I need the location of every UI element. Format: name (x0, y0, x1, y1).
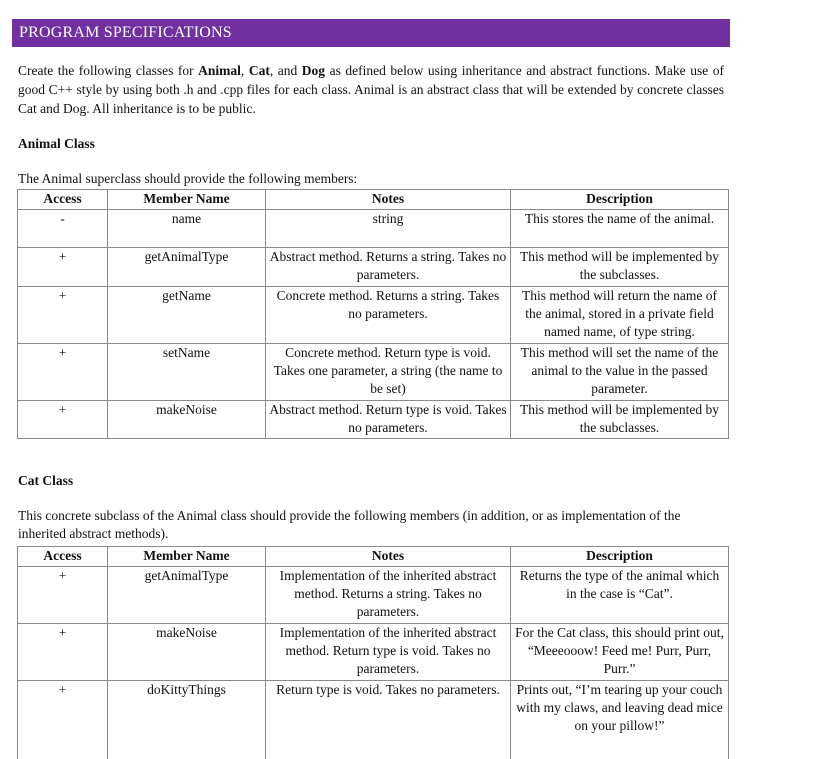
cell-notes: Return type is void. Takes no parameters. (266, 681, 511, 759)
cell-description: This method will set the name of the animal to the value in the passed parameter. (511, 344, 729, 401)
cell-notes: string (266, 210, 511, 248)
cell-access: + (18, 401, 108, 439)
table-row (18, 681, 729, 759)
cell-notes: Concrete method. Returns a string. Takes no parameters. (266, 287, 511, 344)
cell-notes: Concrete method. Return type is void. Takes one parameter, a string (the name to be set) (266, 344, 511, 401)
animal-members-table (17, 189, 729, 439)
table-row (18, 287, 729, 344)
table-row (18, 401, 729, 439)
table-row (18, 567, 729, 624)
header-member-name: Member Name (108, 547, 266, 567)
section-banner: PROGRAM SPECIFICATIONS (12, 19, 730, 47)
table-row (18, 624, 729, 681)
class-dog-bold: Dog (301, 63, 326, 78)
cell-notes: Implementation of the inherited abstract method. Return type is void. Takes no parameters. (266, 624, 511, 681)
cell-member-name: setName (108, 344, 266, 401)
cell-member-name: getAnimalType (108, 248, 266, 287)
cell-member-name: getAnimalType (108, 567, 266, 624)
header-access: Access (18, 190, 108, 210)
header-notes: Notes (266, 190, 511, 210)
table-row (18, 344, 729, 401)
cat-members-table (17, 546, 729, 759)
cell-description: Prints out, “I’m tearing up your couch with my claws, and leaving dead mice on your pillow!” (511, 681, 729, 759)
cell-notes: Abstract method. Return type is void. Takes no parameters. (266, 401, 511, 439)
intro-paragraph: Create the following classes for Animal, Cat, and Dog as defined below using inheritance and abstract functions. Make use of good C++ style by using both .h and .cpp files for each class. Animal is an abstract class that will be extended by concrete classes Cat and Dog. All inheritance is to be public. (18, 63, 724, 116)
cat-class-description: This concrete subclass of the Animal class should provide the following members (in addition, or as implementation of the inherited abstract methods). (18, 508, 681, 541)
cell-description: Returns the type of the animal which in the case is “Cat”. (511, 567, 729, 624)
table-row (18, 248, 729, 287)
class-cat-bold: Cat (248, 63, 270, 78)
cell-description: This stores the name of the animal. (511, 210, 729, 248)
cell-member-name: doKittyThings (108, 681, 266, 759)
table-header-row (18, 547, 729, 567)
cell-access: + (18, 287, 108, 344)
cell-description: This method will be implemented by the subclasses. (511, 248, 729, 287)
header-access: Access (18, 547, 108, 567)
cell-member-name: getName (108, 287, 266, 344)
cell-access: + (18, 248, 108, 287)
cell-description: For the Cat class, this should print out, “Meeeooow! Feed me! Purr, Purr, Purr.” (511, 624, 729, 681)
header-description: Description (511, 190, 729, 210)
cell-access: + (18, 344, 108, 401)
animal-class-heading: Animal Class (18, 136, 95, 151)
class-animal-bold: Animal (198, 63, 241, 78)
cell-member-name: name (108, 210, 266, 248)
cell-notes: Implementation of the inherited abstract method. Returns a string. Takes no parameters. (266, 567, 511, 624)
cell-access: + (18, 624, 108, 681)
header-notes: Notes (266, 547, 511, 567)
table-header-row (18, 190, 729, 210)
cell-description: This method will be implemented by the subclasses. (511, 401, 729, 439)
cell-member-name: makeNoise (108, 401, 266, 439)
cell-access: + (18, 567, 108, 624)
cell-access: + (18, 681, 108, 759)
header-description: Description (511, 547, 729, 567)
table-row (18, 210, 729, 248)
header-member-name: Member Name (108, 190, 266, 210)
cell-access: - (18, 210, 108, 248)
cell-description: This method will return the name of the animal, stored in a private field named name, of type string. (511, 287, 729, 344)
cell-notes: Abstract method. Returns a string. Takes no parameters. (266, 248, 511, 287)
animal-class-description: The Animal superclass should provide the following members: (18, 171, 358, 186)
cat-class-heading: Cat Class (18, 473, 74, 488)
cell-member-name: makeNoise (108, 624, 266, 681)
